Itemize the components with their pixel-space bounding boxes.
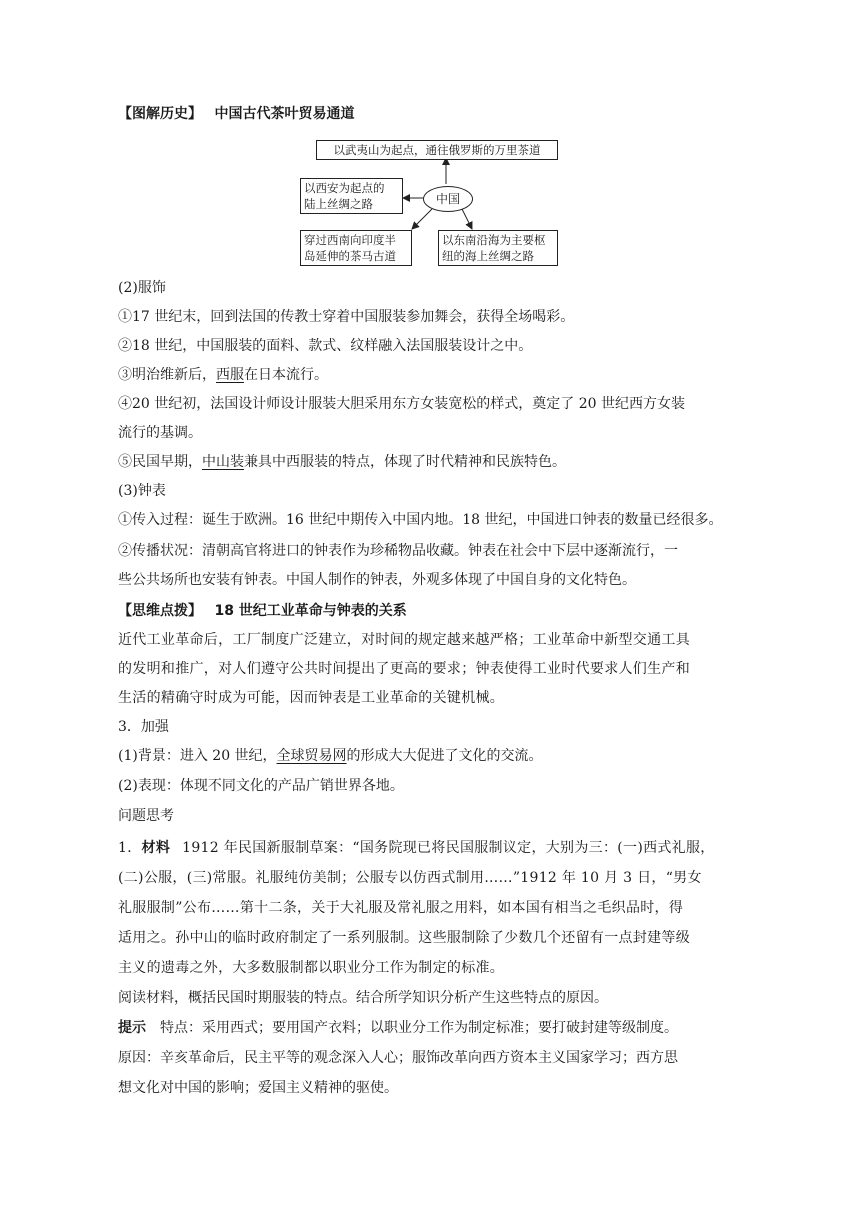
clothing-p5: ⑤民国早期，中山装兼具中西服装的特点，体现了时代精神和民族特色。 [118, 454, 566, 470]
question-ask: 阅读材料，概括民国时期服装的特点。结合所学知识分析产生这些特点的原因。 [118, 990, 608, 1006]
clothing-heading: (2)服饰 [118, 280, 166, 296]
western-suit-term: 西服 [216, 367, 244, 383]
box-land-silk-road: 以西安为起点的 陆上丝绸之路 [300, 178, 403, 214]
material-line2: (二)公服，(三)常服。礼服纯仿美制；公服专以仿西式制用……”1912 年 10 月 3 日，“男女 [118, 870, 702, 886]
clothing-p4-line1: ④20 世纪初，法国设计师设计服装大胆采用东方女装宽松的样式，奠定了 20 世纪西方女装 [118, 396, 685, 412]
hint-label: 提示 [118, 1020, 146, 1036]
hint-line1: 提示 特点：采用西式；要用国产衣料；以职业分工作为制定标准；要打破封建等级制度。 [118, 1020, 678, 1036]
thinking-tag: 【思维点拨】 [118, 603, 202, 619]
title-text: 中国古代茶叶贸易通道 [214, 106, 355, 122]
clock-p2-line1: ②传播状况：清朝高官将进口的钟表作为珍稀物品收藏。钟表在社会中下层中逐渐流行，一 [118, 543, 678, 559]
question-heading: 问题思考 [118, 808, 174, 824]
clothing-p1: ①17 世纪末，回到法国的传教士穿着中国服装参加舞会，获得全场喝彩。 [118, 309, 575, 325]
material-line5: 主义的遗毒之外，大多数服制都以职业分工作为制定的标准。 [118, 960, 505, 976]
clock-heading: (3)钟表 [118, 483, 166, 499]
box-tea-horse-road: 穿过西南向印度半 岛延伸的茶马古道 [300, 230, 412, 266]
arrow-down-left [412, 209, 432, 229]
material-line4: 适用之。孙中山的临时政府制定了一系列服制。这些服制除了少数几个还留有一点封建等级 [118, 930, 690, 946]
clothing-p3: ③明治维新后，西服在日本流行。 [118, 367, 328, 383]
material-label: 材料 [141, 840, 171, 856]
strengthen-heading: 3．加强 [118, 719, 169, 735]
zhongshan-suit-term: 中山装 [202, 454, 244, 470]
hint-line2: 原因：辛亥革命后，民主平等的观念深入人心；服饰改革向西方资本主义国家学习；西方思 [118, 1050, 678, 1066]
material-line3: 礼服服制”公布……第十二条，关于大礼服及常礼服之用料，如本国有相当之毛织品时，得 [118, 900, 684, 916]
clothing-p2: ②18 世纪，中国服装的面料、款式、纹样融入法国服装设计之中。 [118, 338, 533, 354]
thinking-line1: 近代工业革命后，工厂制度广泛建立，对时间的规定越来越严格；工业革命中新型交通工具 [118, 632, 690, 648]
clothing-p4-line2: 流行的基调。 [118, 425, 202, 441]
material-line1: 1．材料 1912 年民国新服制草案：“国务院现已将民国服制议定，大别为三：(一)西式礼服， [118, 840, 715, 856]
arrow-down-right [462, 209, 472, 229]
clock-p1: ①传入过程：诞生于欧洲。16 世纪中期传入中国内地。18 世纪，中国进口钟表的数量已经很多。 [118, 512, 723, 528]
global-trade-network-term: 全球贸易网 [276, 748, 347, 764]
section-title [118, 104, 748, 124]
box-wanli-tea-road: 以武夷山为起点，通往俄罗斯的万里茶道 [316, 140, 558, 160]
box-maritime-silk-road: 以东南沿海为主要枢 纽的海上丝绸之路 [438, 230, 558, 266]
hint-line3: 想文化对中国的影响；爱国主义精神的驱使。 [118, 1080, 398, 1096]
clock-p2-line2: 些公共场所也安装有钟表。中国人制作的钟表，外观多体现了中国自身的文化特色。 [118, 572, 636, 588]
center-china-oval: 中国 [423, 186, 473, 212]
thinking-text: 18 世纪工业革命与钟表的关系 [214, 603, 407, 619]
title-tag: 【图解历史】 [118, 106, 202, 122]
strengthen-p1: (1)背景：进入 20 世纪，全球贸易网的形成大大促进了文化的交流。 [118, 748, 543, 764]
thinking-line2: 的发明和推广，对人们遵守公共时间提出了更高的要求；钟表使得工业时代要求人们生产和 [118, 661, 690, 677]
thinking-line3: 生活的精确守时成为可能，因而钟表是工业革命的关键机械。 [118, 690, 505, 706]
thinking-title [118, 601, 748, 621]
strengthen-p2: (2)表现：体现不同文化的产品广销世界各地。 [118, 778, 404, 794]
tea-trade-diagram [290, 134, 580, 268]
